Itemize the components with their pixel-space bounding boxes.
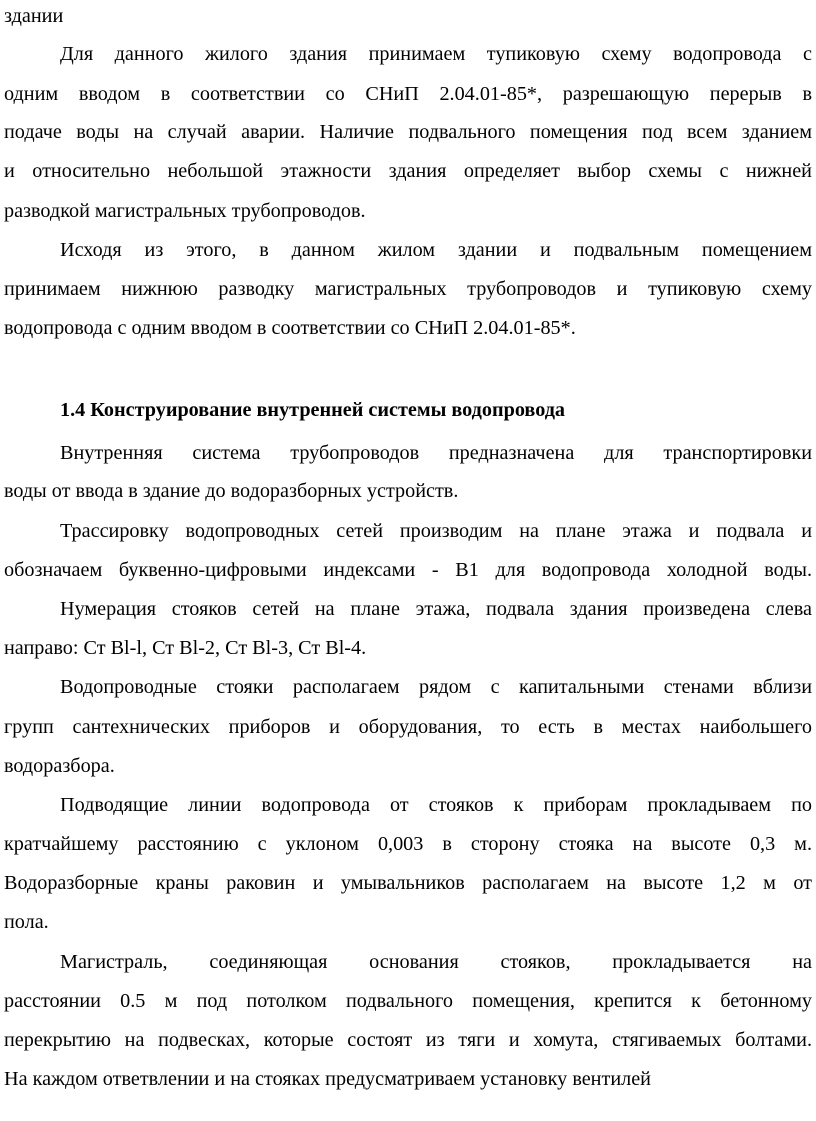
paragraph-start: Трассировку водопроводных сетей производим на плане этажа и подвала и: [60, 520, 812, 542]
text-line: принимаем нижнюю разводку магистральных трубопроводов и тупиковую схему: [4, 278, 812, 300]
text-line: пола.: [4, 911, 49, 933]
text-line: Водоразборные краны раковин и умывальников располагаем на высоте 1,2 м от: [4, 872, 812, 894]
paragraph-start: Нумерация стояков сетей на плане этажа, подвала здания произведена слева: [60, 598, 812, 620]
text-line: здании: [4, 5, 64, 27]
paragraph-start: Исходя из этого, в данном жилом здании и подвальным помещением: [60, 239, 812, 261]
text-line: перекрытию на подвесках, которые состоят из тяги и хомута, стягиваемых болтами.: [4, 1029, 812, 1051]
paragraph-start: Водопроводные стояки располагаем рядом с капитальными стенами вблизи: [60, 676, 812, 698]
text-line: водопровода с одним вводом в соответствии со СНиП 2.04.01-85*.: [4, 317, 576, 339]
text-line: разводкой магистральных трубопроводов.: [4, 200, 366, 222]
paragraph-start: Подводящие линии водопровода от стояков к приборам прокладываем по: [60, 794, 812, 816]
text-line: направо: Ст Bl-l, Ст Bl-2, Ст Bl-3, Ст Bl-4.: [4, 637, 367, 659]
text-line: кратчайшему расстоянию с уклоном 0,003 в сторону стояка на высоте 0,3 м.: [4, 833, 812, 855]
text-line: водоразбора.: [4, 755, 115, 777]
text-line: и относительно небольшой этажности здания определяет выбор схемы с нижней: [4, 160, 812, 182]
paragraph-start: Внутренняя система трубопроводов предназначена для транспортировки: [60, 442, 812, 464]
text-line: групп сантехнических приборов и оборудования, то есть в местах наибольшего: [4, 716, 812, 738]
section-heading: 1.4 Конструирование внутренней системы водопровода: [60, 399, 566, 421]
text-line: расстоянии 0.5 м под потолком подвального помещения, крепится к бетонному: [4, 990, 812, 1012]
paragraph-start: Для данного жилого здания принимаем тупиковую схему водопровода с: [60, 43, 812, 65]
paragraph-start: Магистраль, соединяющая основания стояков, прокладывается на: [60, 951, 812, 973]
text-line: одним вводом в соответствии со СНиП 2.04.01-85*, разрешающую перерыв в: [4, 83, 812, 105]
text-line: обозначаем буквенно-цифровыми индексами - В1 для водопровода холодной воды.: [4, 559, 812, 581]
text-line: воды от ввода в здание до водоразборных устройств.: [4, 480, 459, 502]
text-line: На каждом ответвлении и на стояках предусматриваем установку вентилей: [4, 1068, 651, 1090]
text-line: подаче воды на случай аварии. Наличие подвального помещения под всем зданием: [4, 121, 812, 143]
